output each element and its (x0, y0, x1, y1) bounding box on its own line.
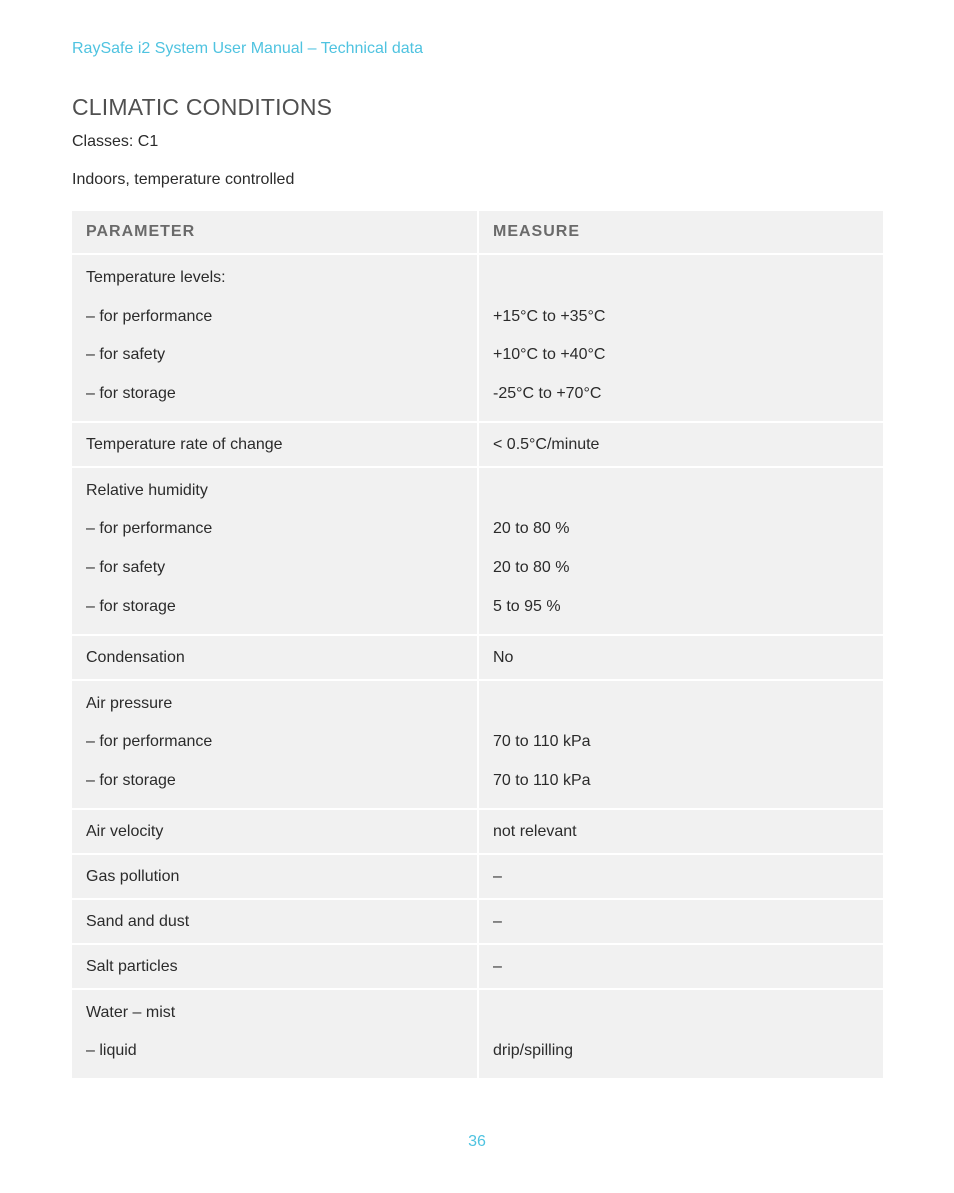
measure-cell (478, 989, 883, 1078)
measure-line: 20 to 80 % (493, 520, 570, 538)
table-row (72, 989, 883, 1078)
parameter-line: Air velocity (86, 822, 164, 840)
parameter-cell (72, 809, 478, 854)
measure-cell (478, 680, 883, 809)
parameter-cell (72, 854, 478, 899)
parameter-line: Air pressure (86, 694, 173, 712)
running-header: RaySafe i2 System User Manual – Technical data (72, 40, 423, 57)
parameter-line: – for storage (86, 771, 176, 789)
measure-line: 70 to 110 kPa (493, 733, 591, 751)
parameter-line: Relative humidity (86, 481, 208, 499)
parameter-line: Temperature levels: (86, 269, 226, 286)
parameter-line: Sand and dust (86, 912, 190, 930)
parameter-cell (72, 422, 478, 467)
table-row (72, 680, 883, 809)
parameter-line: Gas pollution (86, 867, 180, 885)
measure-cell (478, 467, 883, 635)
measure-line: – (493, 957, 502, 975)
measure-cell (478, 809, 883, 854)
parameter-cell (72, 944, 478, 989)
parameter-cell (72, 680, 478, 809)
measure-cell (478, 899, 883, 944)
measure-line (493, 996, 869, 1035)
table-row (72, 854, 883, 899)
parameter-line: – for safety (86, 559, 166, 577)
parameter-line: – for performance (86, 733, 213, 751)
measure-cell (478, 944, 883, 989)
parameter-line: – for performance (86, 307, 213, 325)
measure-line: – (493, 867, 502, 885)
section-title: CLIMATIC CONDITIONS (72, 94, 333, 120)
measure-line: 20 to 80 % (493, 559, 570, 577)
table-row (72, 944, 883, 989)
table-row (72, 422, 883, 467)
measure-line: 70 to 110 kPa (493, 771, 591, 789)
parameter-line: – for performance (86, 520, 213, 538)
parameter-cell (72, 989, 478, 1078)
classes-text: Classes: C1 (72, 133, 159, 150)
parameter-line: – for storage (86, 597, 176, 615)
table-row (72, 899, 883, 944)
measure-line: 5 to 95 % (493, 597, 561, 615)
parameter-cell (72, 635, 478, 680)
measure-line (493, 261, 869, 300)
table-row (72, 467, 883, 635)
parameter-line: – for storage (86, 385, 176, 403)
measure-cell (478, 854, 883, 899)
measure-line: – (493, 912, 502, 930)
parameter-line: Temperature rate of change (86, 435, 283, 453)
column-header-parameter: PARAMETER (72, 211, 478, 254)
measure-line: +10°C to +40°C (493, 346, 606, 364)
parameter-line: – liquid (86, 1042, 137, 1060)
parameter-line: – for safety (86, 346, 166, 364)
parameter-cell (72, 899, 478, 944)
page-number: 36 (468, 1133, 486, 1150)
measure-line: -25°C to +70°C (493, 385, 602, 403)
measure-line: < 0.5°C/minute (493, 435, 600, 453)
measure-line (493, 474, 869, 513)
table-row (72, 254, 883, 422)
climatic-conditions-table (72, 211, 883, 1078)
table-row (72, 635, 883, 680)
table-header-row (72, 211, 883, 254)
measure-cell (478, 635, 883, 680)
measure-cell (478, 254, 883, 422)
parameter-line: Salt particles (86, 957, 178, 975)
parameter-cell (72, 467, 478, 635)
environment-text: Indoors, temperature controlled (72, 171, 295, 188)
column-header-measure: MEASURE (478, 211, 883, 254)
measure-line: +15°C to +35°C (493, 307, 606, 325)
measure-line: No (493, 648, 514, 666)
parameter-line: Condensation (86, 648, 185, 666)
measure-line: not relevant (493, 822, 577, 840)
measure-cell (478, 422, 883, 467)
measure-line: drip/spilling (493, 1042, 574, 1060)
table-row (72, 809, 883, 854)
parameter-cell (72, 254, 478, 422)
measure-line (493, 687, 869, 726)
parameter-line: Water – mist (86, 1003, 176, 1021)
